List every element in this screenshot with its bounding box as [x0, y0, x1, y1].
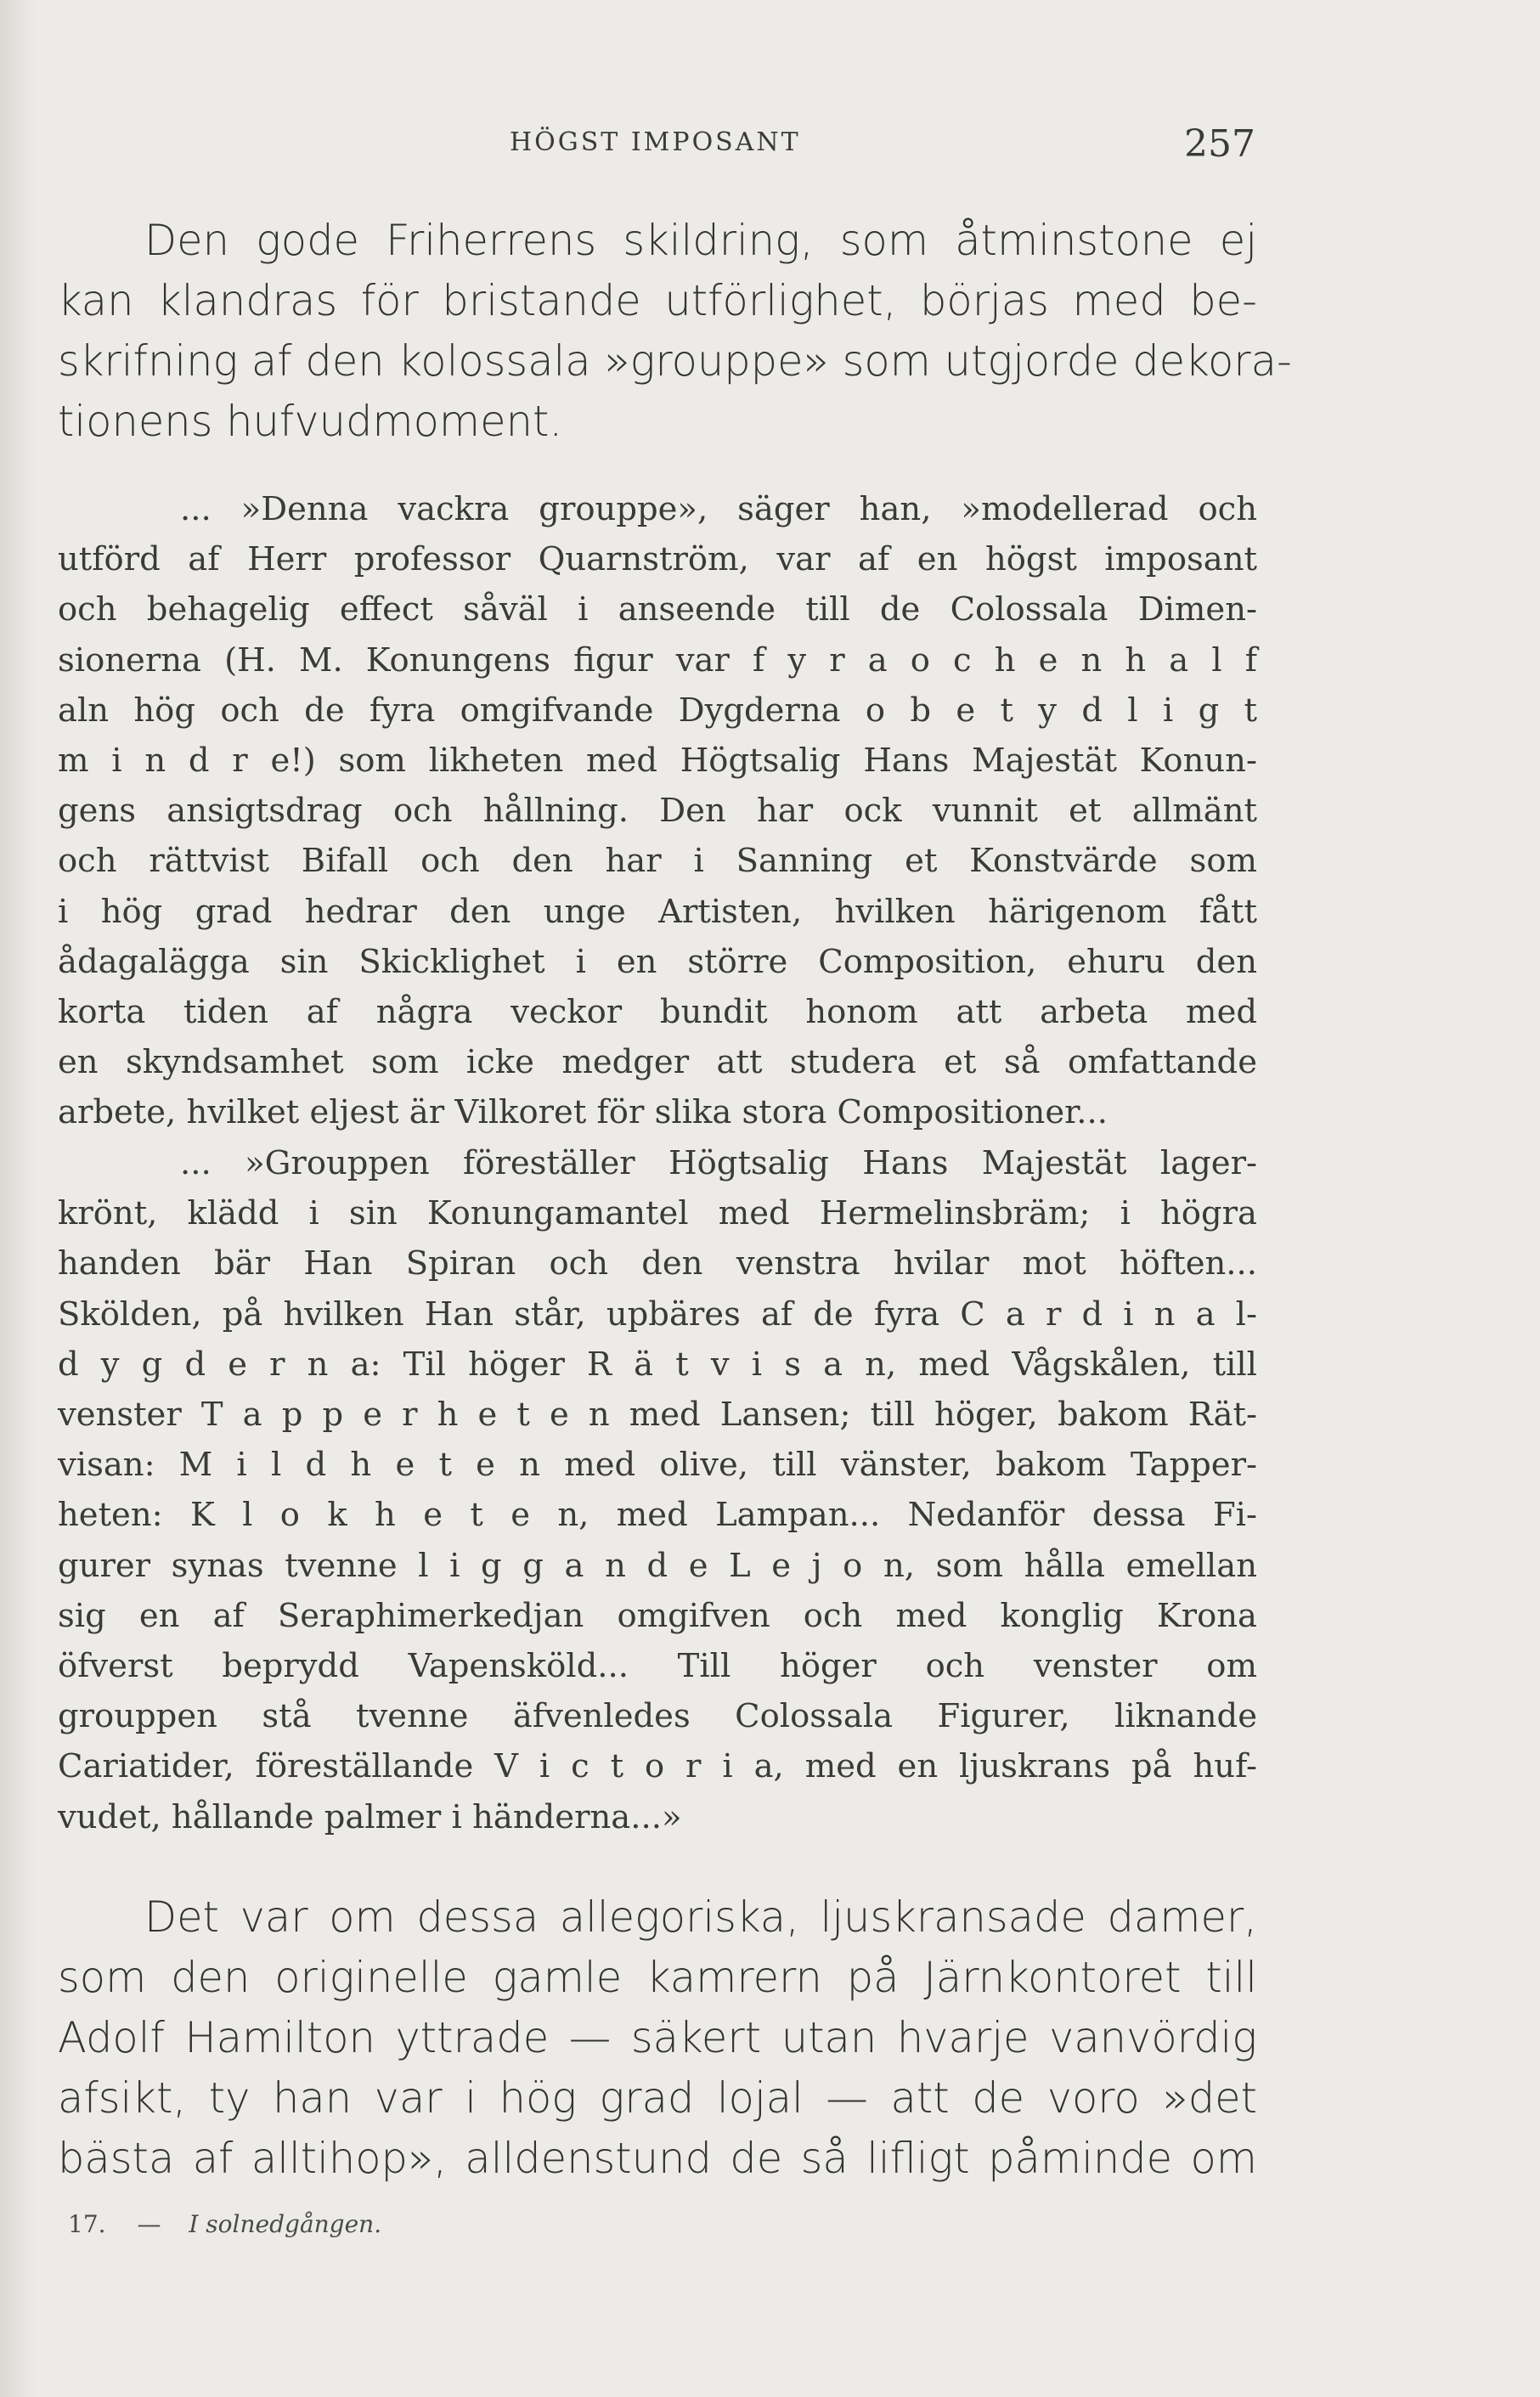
text-line: i hög grad hedrar den unge Artisten, hvilken härigenom fått — [58, 892, 1257, 931]
text-line: sionerna (H. M. Konungens figur var f y r a o c h e n h a l f — [58, 640, 1257, 680]
running-head — [0, 122, 1540, 170]
text-line: bästa af alltihop», alldenstund de så lifligt påminde om — [58, 2134, 1257, 2183]
quote-block-1 — [58, 484, 1257, 1138]
text-line: ... »Grouppen föreställer Högtsalig Hans Majestät lager- — [180, 1144, 1257, 1182]
book-title: I solnedgången. — [189, 2210, 382, 2238]
text-line: tionens hufvudmoment. — [58, 397, 563, 446]
text-line: utförd af Herr professor Quarnström, var af en högst imposant — [58, 540, 1257, 579]
text-line: Skölden, på hvilken Han står, upbäres af de fyra C a r d i n a l- — [58, 1294, 1257, 1334]
text-line: skrifning af den kolossala »grouppe» som utgjorde dekora- — [58, 336, 1292, 386]
text-line: arbete, hvilket eljest är Vilkoret för slika stora Compositioner... — [58, 1093, 1108, 1132]
footer-dash: — — [137, 2210, 161, 2238]
text-line: kan klandras för bristande utförlighet, börjas med be- — [58, 276, 1257, 325]
text-line: grouppen stå tvenne äfvenledes Colossala Figurer, liknande — [58, 1697, 1257, 1736]
footer-signature-line — [68, 2210, 381, 2238]
text-line: vudet, hållande palmer i händerna...» — [58, 1797, 682, 1836]
paragraph-outro — [58, 1887, 1257, 2189]
paragraph-intro — [58, 211, 1292, 452]
text-line: gens ansigtsdrag och hållning. Den har ock vunnit et allmänt — [58, 792, 1257, 831]
text-line: öfverst beprydd Vapensköld... Till höger och venster om — [58, 1647, 1257, 1686]
text-line: aln hög och de fyra omgifvande Dygderna o b e t y d l i g t — [58, 691, 1257, 730]
text-line: Det var om dessa allegoriska, ljuskransade damer, — [144, 1892, 1257, 1942]
text-line: krönt, klädd i sin Konungamantel med Hermelinsbräm; i högra — [58, 1194, 1257, 1233]
text-line: venster T a p p e r h e t e n med Lansen; till höger, bakom Rät- — [58, 1396, 1257, 1435]
text-line: Cariatider, föreställande V i c t o r i a, med en ljuskrans på huf- — [58, 1747, 1257, 1786]
text-line: afsikt, ty han var i hög grad lojal — att de voro »det — [58, 2073, 1257, 2123]
text-line: sig en af Seraphimerkedjan omgifven och med konglig Krona — [58, 1596, 1257, 1635]
text-line: d y g d e r n a: Til höger R ä t v i s a n, med Vågskålen, till — [58, 1345, 1257, 1384]
text-line: och rättvist Bifall och den har i Sanning et Konstvärde som — [58, 842, 1257, 881]
text-line: ådagalägga sin Skicklighet i en större Composition, ehuru den — [58, 942, 1257, 981]
text-line: Den gode Friherrens skildring, som åtminstone ej — [144, 216, 1257, 265]
text-line: Adolf Hamilton yttrade — säkert utan hvarje vanvördig — [58, 2013, 1257, 2062]
text-line: m i n d r e!) som likheten med Högtsalig Hans Majestät Konun- — [58, 742, 1257, 781]
binding-gutter — [0, 0, 38, 2397]
text-line: heten: K l o k h e t e n, med Lampan... Nedanför dessa Fi- — [58, 1496, 1257, 1535]
text-line: ... »Denna vackra grouppe», säger han, »modellerad och — [180, 490, 1257, 528]
text-line: och behagelig effect såväl i anseende till de Colossala Dimen- — [58, 590, 1257, 629]
page-number: 257 — [1184, 122, 1255, 166]
text-line: gurer synas tvenne l i g g a n d e L e j o n, som hålla emellan — [58, 1546, 1257, 1585]
text-line: en skyndsamhet som icke medger att studera et så omfattande — [58, 1043, 1257, 1082]
text-line: som den originelle gamle kamrern på Järnkontoret till — [58, 1953, 1257, 2002]
text-line: korta tiden af några veckor bundit honom att arbeta med — [58, 993, 1257, 1032]
signature-mark: 17. — [68, 2210, 106, 2238]
running-title: HÖGST IMPOSANT — [510, 127, 801, 157]
text-line: handen bär Han Spiran och den venstra hvilar mot höften... — [58, 1244, 1257, 1283]
text-line: visan: M i l d h e t e n med olive, till vänster, bakom Tapper- — [58, 1446, 1257, 1485]
quote-block-2 — [58, 1138, 1257, 1842]
